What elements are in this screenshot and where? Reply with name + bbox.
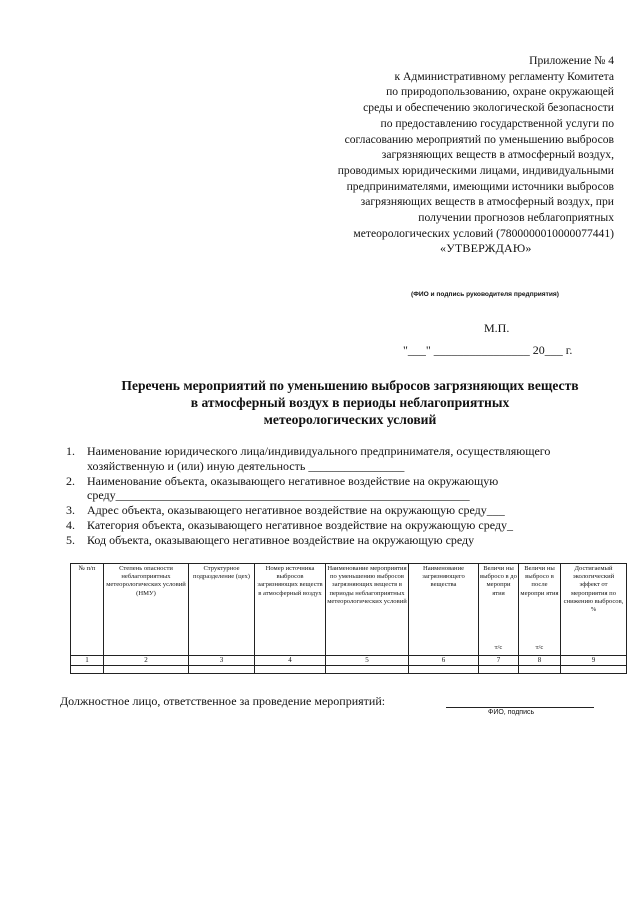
header-text: Наименование мероприятия по уменьшению выбросов загрязняющих веществ в периоды неблагоприятных метеорологических условий [327,565,407,605]
annex-line: среды и обеспечению экологической безопасности [363,101,614,115]
list-item-text: Категория объекта, оказывающего негативное воздействие на окружающую среду_ [87,517,513,532]
header-cell [479,564,519,656]
column-number-cell: 2 [104,656,189,666]
approval-label: «УТВЕРЖДАЮ» [440,241,532,255]
header-text: Величи ны выбросо в до меропри ятия [480,565,517,597]
empty-cell [189,666,255,674]
empty-cell [561,666,627,674]
annex-header [274,53,614,241]
header-cell [561,564,627,656]
annex-line: проводимых юридическими лицами, индивидуальными [337,163,614,177]
list-item-number: 1. [66,444,75,458]
header-cell [409,564,479,656]
signature-line [446,707,594,708]
responsible-person-label: Должностное лицо, ответственное за проведение мероприятий: [60,694,386,708]
annex-line: предпринимателями, имеющими источники выбросов [346,179,614,193]
column-number-cell: 3 [189,656,255,666]
list-item-text: Адрес объекта, оказывающего негативное воздействие на окружающую среду___ [87,503,505,518]
empty-cell [409,666,479,674]
list-item-number: 2. [66,473,75,488]
seal-placeholder: М.П. [484,321,510,335]
measures-table [70,563,627,674]
signature-caption: ФИО, подпись [488,709,535,716]
annex-line: метеорологических условий (7800000010000077441) [353,226,614,240]
list-item-number: 4. [66,517,75,532]
header-cell [255,564,326,656]
table-row [71,666,627,674]
list-item-text: Наименование объекта, оказывающего негативное воздействие на окружающую среду___________________________________________________________ [87,473,499,503]
table-header-row [71,564,627,656]
document-title [60,377,640,428]
header-text: Наименование загрязняющего вещества [422,565,465,589]
list-item-number: 3. [66,503,75,518]
annex-line: по природопользованию, охране окружающей [386,85,614,99]
header-cell [189,564,255,656]
column-number-cell: 1 [71,656,104,666]
header-cell [71,564,104,656]
header-unit: т/с [535,643,544,651]
empty-cell [519,666,561,674]
column-number-cell: 9 [561,656,627,666]
info-list [66,444,606,548]
annex-line: загрязняющих веществ в атмосферный воздух, при [360,195,614,209]
column-number-cell: 5 [326,656,409,666]
title-line: метеорологических условий [263,412,437,427]
header-cell [519,564,561,656]
column-number-cell: 8 [519,656,561,666]
annex-line: по предоставлению государственной услуги по [380,116,614,130]
empty-cell [104,666,189,674]
title-line: Перечень мероприятий по уменьшению выбросов загрязняющих веществ [121,378,579,393]
annex-line: к Административному регламенту Комитета [394,69,614,83]
header-cell [326,564,409,656]
header-text: Степень опасности неблагоприятных метеорологических условий (НМУ) [106,565,186,597]
approval-date-line: "___" ________________ 20___ г. [403,343,573,357]
header-text: Структурное подразделение (цех) [193,565,250,581]
column-number-row [71,656,627,666]
annex-line: получении прогнозов неблагоприятных [418,211,614,225]
empty-cell [255,666,326,674]
annex-line: согласованию мероприятий по уменьшению выбросов [344,132,614,146]
header-text: Номер источника выбросов загрязняющих веществ в атмосферный воздух [257,565,323,597]
list-item-number: 5. [66,532,75,547]
list-item [66,533,606,548]
header-text: Достигаемый экологический эффект от мероприятия по снижению выбросов, % [563,565,624,614]
header-text: Величи ны выбросо в после меропри ятия [520,565,559,597]
column-number-cell: 6 [409,656,479,666]
list-item [66,503,606,518]
header-cell [104,564,189,656]
empty-cell [71,666,104,674]
manager-signature-caption: (ФИО и подпись руководителя предприятия) [411,291,559,298]
column-number-cell: 4 [255,656,326,666]
empty-cell [326,666,409,674]
header-unit: т/с [494,643,503,651]
empty-cell [479,666,519,674]
header-text: № п/п [78,565,96,572]
title-line: в атмосферный воздух в периоды неблагоприятных [190,395,510,410]
list-item-text: Код объекта, оказывающего негативное воздействие на окружающую среду [87,532,475,547]
annex-line: загрязняющих веществ в атмосферный воздух, [381,148,614,162]
list-item-text: Наименование юридического лица/индивидуального предпринимателя, осуществляющего хозяйственную и (или) иную деятельность ________________ [87,444,551,473]
list-item [66,518,606,533]
list-item [66,444,606,474]
column-number-cell: 7 [479,656,519,666]
list-item [66,474,606,504]
annex-line: Приложение № 4 [529,54,614,67]
